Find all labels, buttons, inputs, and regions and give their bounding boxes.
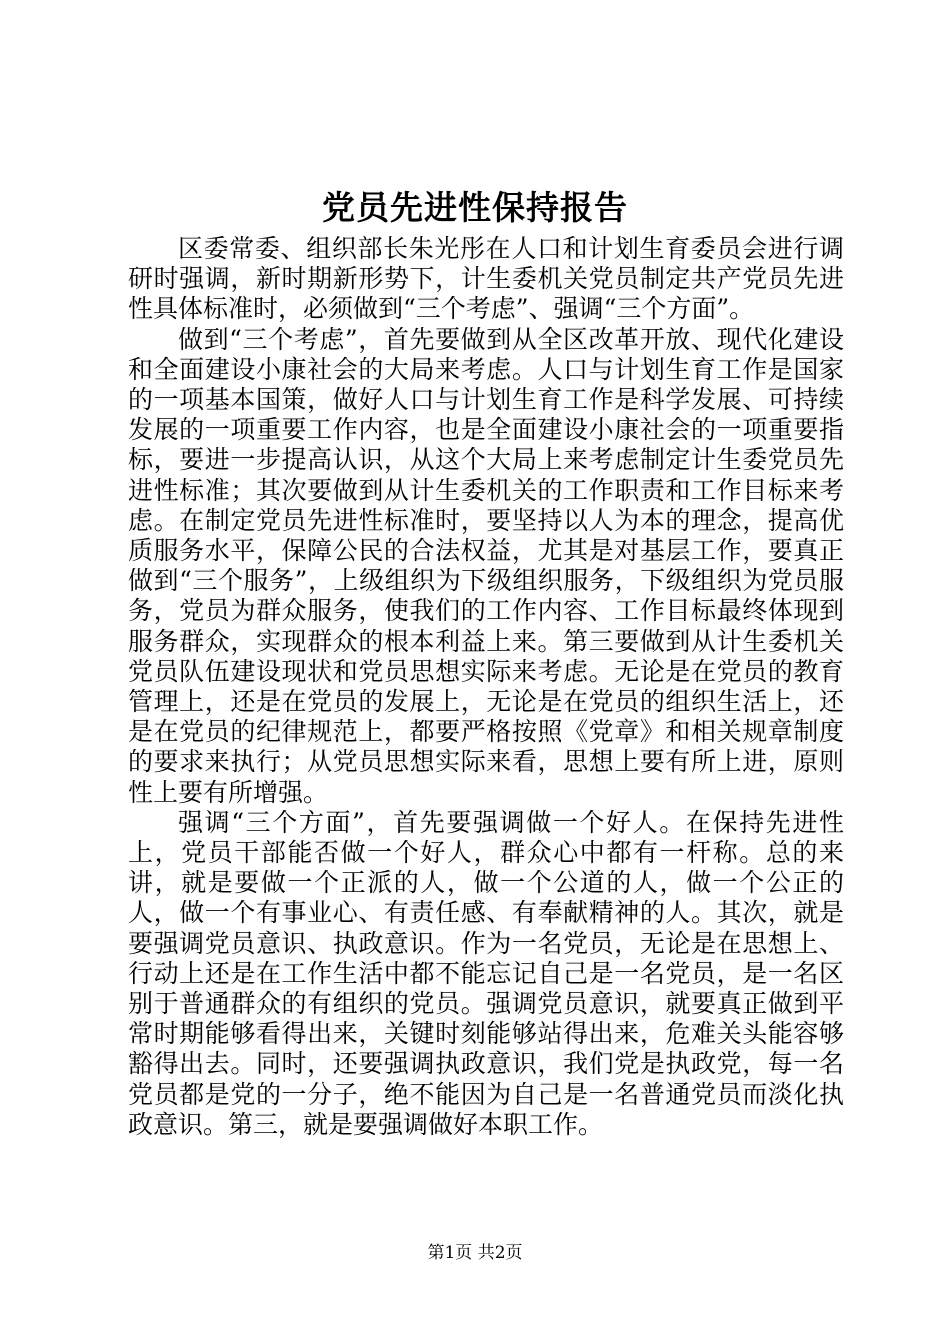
document-title: 党员先进性保持报告 — [322, 188, 628, 227]
paragraph-three-aspects: 强调“三个方面”，首先要强调做一个好人。在保持先进性上，党员干部能否做一个好人，群众心中都有一杆称。总的来讲，就是要做一个正派的人，做一个公道的人，做一个公正的人，做一个有事业心、有责任感、有奉献精神的人。其次，就是要强调党员意识、执政意识。作为一名党员，无论是在思想上、行动上还是在工作生活中都不能忘记自己是一名党员，是一名区别于普通群众的有组织的党员。强调党员意识，就要真正做到平常时期能够看得出来，关键时刻能够站得出来，危难关头能容够豁得出去。同时，还要强调执政意识，我们党是执政党，每一名党员都是党的一分子，绝不能因为自己是一名普通党员而淡化执政意识。第三，就是要强调做好本职工作。 — [128, 807, 844, 1139]
document-body — [128, 234, 844, 1140]
paragraph-intro: 区委常委、组织部长朱光彤在人口和计划生育委员会进行调研时强调，新时期新形势下，计生委机关党员制定共产党员先进性具体标准时，必须做到“三个考虑”、强调“三个方面”。 — [128, 234, 844, 324]
paragraph-three-considerations: 做到“三个考虑”，首先要做到从全区改革开放、现代化建设和全面建设小康社会的大局来考虑。人口与计划生育工作是国家的一项基本国策，做好人口与计划生育工作是科学发展、可持续发展的一项重要工作内容，也是全面建设小康社会的一项重要指标，要进一步提高认识，从这个大局上来考虑制定计生委党员先进性标准；其次要做到从计生委机关的工作职责和工作目标来考虑。在制定党员先进性标准时，要坚持以人为本的理念，提高优质服务水平，保障公民的合法权益，尤其是对基层工作，要真正做到“三个服务”，上级组织为下级组织服务，下级组织为党员服务，党员为群众服务，使我们的工作内容、工作目标最终体现到服务群众，实现群众的根本利益上来。第三要做到从计生委机关党员队伍建设现状和党员思想实际来考虑。无论是在党员的教育管理上，还是在党员的发展上，无论是在党员的组织生活上，还是在党员的纪律规范上，都要严格按照《党章》和相关规章制度的要求来执行；从党员思想实际来看，思想上要有所上进，原则性上要有所增强。 — [128, 324, 844, 807]
page-number-footer: 第1页 共2页 — [427, 1243, 523, 1263]
